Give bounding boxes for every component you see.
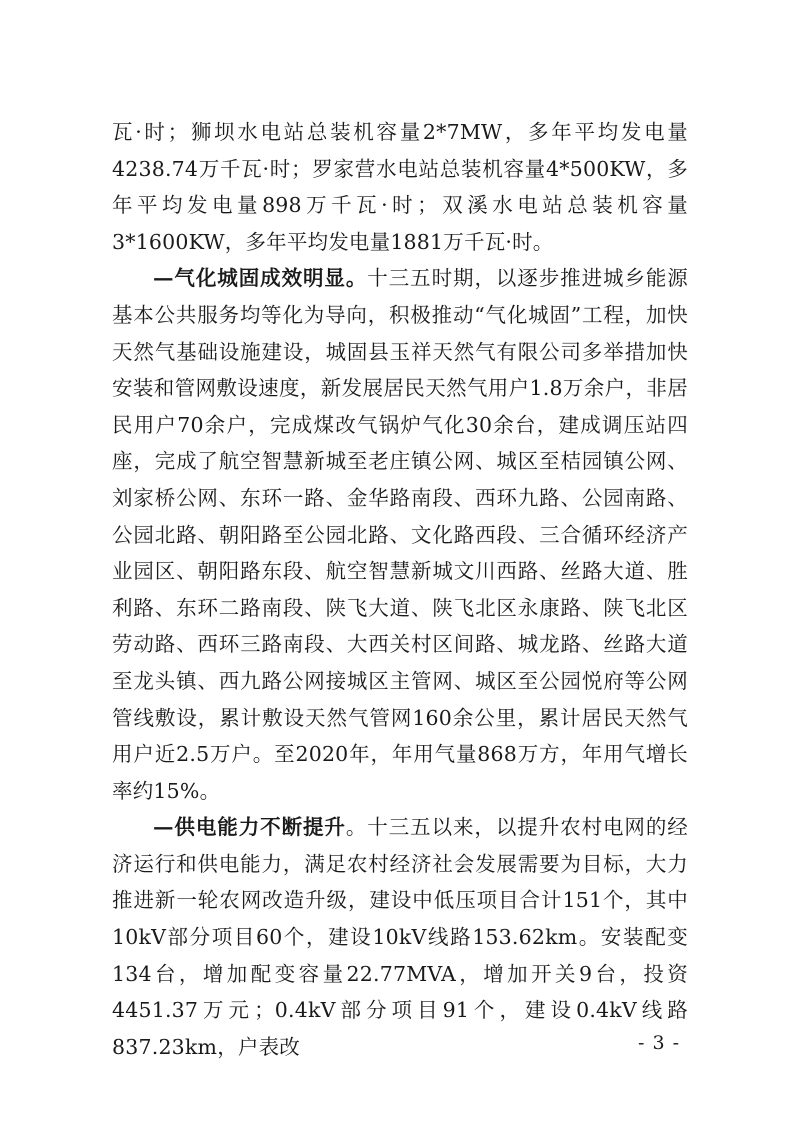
paragraph-text: 瓦·时；狮坝水电站总装机容量2*7MW，多年平均发电量4238.74万千瓦·时；罗家营水电站总装机容量4*500KW，多年平均发电量898万千瓦·时；双溪水电站总装机容量3*1600KW，多年平均发电量1881万千瓦·时。: [112, 120, 688, 254]
document-body: [112, 114, 688, 1065]
paragraph-text: 十三五时期，以逐步推进城乡能源基本公共服务均等化为导向，积极推动“气化城固”工程，加快天然气基础设施建设，城固县玉祥天然气有限公司多举措加快安装和管网敷设速度，新发展居民天然气用户1.8万余户，非居民用户70余户，完成煤改气锅炉气化30余台，建成调压站四座，完成了航空智慧新城至老庄镇公网、城区至桔园镇公网、刘家桥公网、东环一路、金华路南段、西环九路、公园南路、公园北路、朝阳路至公园北路、文化路西段、三合循环经济产业园区、朝阳路东段、航空智慧新城文川西路、丝路大道、胜利路、东环二路南段、陕飞大道、陕飞北区永康路、陕飞北区劳动路、西环三路南段、大西关村区间路、城龙路、丝路大道至龙头镇、西九路公网接城区主管网、城区至公园悦府等公网管线敷设，累计敷设天然气管网160余公里，累计居民天然气用户近2.5万户。至2020年，年用气量868万方，年用气增长率约15%。: [112, 266, 689, 803]
page-number: - 3 -: [638, 1032, 681, 1054]
paragraph-gasification: [112, 260, 688, 809]
paragraph-power-supply: [112, 809, 688, 1065]
paragraph-lead-heading: —气化城固成效明显。: [153, 266, 368, 291]
paragraph-hydropower-continued: [112, 114, 688, 260]
paragraph-text: 。十三五以来，以提升农村电网的经济运行和供电能力，满足农村经济社会发展需要为目标，大力推进新一轮农网改造升级，建设中低压项目合计151个，其中10kV部分项目60个，建设10kV线路153.62km。安装配变134台，增加配变容量22.77MVA，增加开关9台，投资4451.37万元；0.4kV部分项目91个，建设0.4kV线路837.23km，户表改: [112, 815, 688, 1059]
paragraph-lead-heading: —供电能力不断提升: [153, 815, 346, 840]
